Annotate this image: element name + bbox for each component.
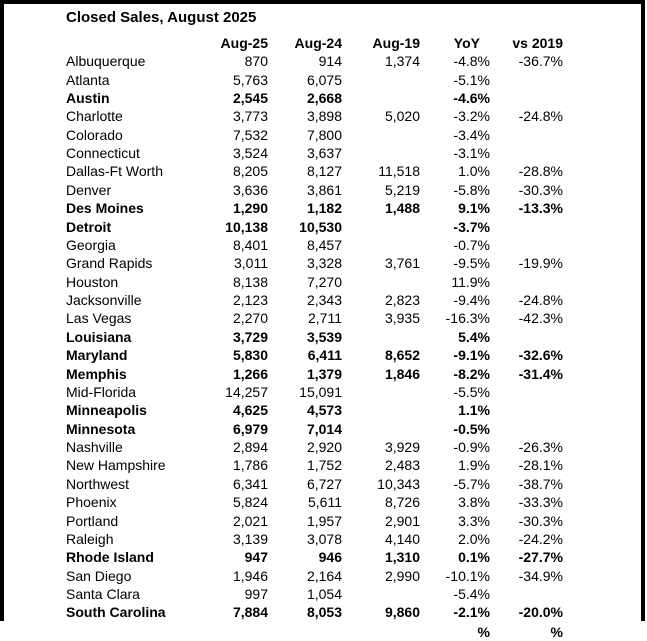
value-vs-2019: -42.3% — [518, 310, 563, 327]
value-vs-2019: -32.6% — [518, 347, 563, 364]
value-aug-19: 2,823 — [384, 292, 420, 309]
table-row — [66, 438, 563, 456]
table-row — [66, 585, 563, 603]
market-label: Rhode Island — [66, 549, 154, 566]
value-yoy: -0.9% — [453, 439, 490, 456]
value-aug-19: 3,929 — [384, 439, 420, 456]
value-vs-2019: -38.7% — [518, 475, 563, 492]
table-row — [66, 217, 563, 235]
value-aug-25: 1,290 — [232, 200, 268, 217]
value-aug-24: 1,054 — [306, 586, 342, 603]
value-yoy: -9.4% — [453, 292, 490, 309]
value-aug-25: 870 — [244, 53, 268, 70]
value-aug-25: 4,625 — [232, 402, 268, 419]
value-vs-2019: -28.8% — [518, 163, 563, 180]
header-aug-25: Aug-25 — [220, 35, 268, 52]
market-label: Grand Rapids — [66, 255, 153, 272]
value-aug-24: 2,343 — [306, 292, 342, 309]
value-vs-2019: -19.9% — [518, 255, 563, 272]
value-aug-25: 7,532 — [232, 126, 268, 143]
value-yoy: -3.2% — [453, 108, 490, 125]
value-aug-25: 3,139 — [232, 530, 268, 547]
value-vs-2019: -13.3% — [518, 200, 563, 217]
value-yoy: -4.8% — [453, 53, 490, 70]
value-aug-19: 2,901 — [384, 512, 420, 529]
value-aug-19: 1,488 — [384, 200, 420, 217]
table-row — [66, 401, 563, 419]
table-row — [66, 420, 563, 438]
value-aug-19: 2,990 — [384, 567, 420, 584]
header-vs-2019: vs 2019 — [512, 35, 563, 52]
frame-border-left — [0, 0, 4, 621]
value-aug-24: 8,127 — [306, 163, 342, 180]
value-aug-24: 5,611 — [308, 494, 342, 511]
value-aug-25: 947 — [244, 549, 268, 566]
value-aug-24: 1,752 — [306, 457, 342, 474]
table-title: Closed Sales, August 2025 — [66, 9, 257, 26]
value-aug-24: 3,861 — [306, 181, 342, 198]
market-label: San Diego — [66, 567, 132, 584]
market-label: Nashville — [66, 439, 123, 456]
table-header-row — [66, 34, 563, 52]
value-aug-24: 3,328 — [306, 255, 342, 272]
market-label: Las Vegas — [66, 310, 132, 327]
value-yoy: 3.3% — [458, 512, 490, 529]
value-aug-19: 8,652 — [384, 347, 420, 364]
value-yoy: -5.1% — [453, 71, 490, 88]
value-vs-2019: -36.7% — [518, 53, 563, 70]
table-row — [66, 603, 563, 621]
table-row — [66, 346, 563, 364]
value-aug-24: 7,014 — [306, 420, 342, 437]
value-yoy: 9.1% — [458, 200, 490, 217]
value-aug-24: 4,573 — [306, 402, 342, 419]
table-row — [66, 530, 563, 548]
table-row — [66, 107, 563, 125]
value-aug-24: 6,411 — [307, 347, 342, 364]
value-aug-25: 5,763 — [232, 71, 268, 88]
value-aug-25: 3,729 — [232, 328, 268, 345]
value-aug-19: 9,860 — [384, 604, 420, 621]
value-vs-2019: -28.1% — [518, 457, 563, 474]
value-aug-24: 2,668 — [306, 89, 342, 106]
table-row — [66, 548, 563, 566]
value-yoy: 0.1% — [458, 549, 490, 566]
value-yoy: -0.7% — [453, 236, 490, 253]
value-vs-2019: -24.8% — [518, 292, 563, 309]
market-label: Mid-Florida — [66, 383, 137, 400]
value-vs-2019: -24.8% — [518, 108, 563, 125]
market-label: Northwest — [66, 475, 130, 492]
table-row — [66, 254, 563, 272]
value-yoy: -3.4% — [453, 126, 490, 143]
value-aug-25: 5,824 — [232, 494, 268, 511]
value-aug-24: 3,078 — [306, 530, 342, 547]
value-aug-19: 4,140 — [384, 530, 420, 547]
value-vs-2019: -30.3% — [518, 181, 563, 198]
table-row — [66, 291, 563, 309]
market-label: Austin — [66, 89, 110, 106]
table-row — [66, 456, 563, 474]
value-aug-24: 7,270 — [306, 273, 342, 290]
value-aug-25: 14,257 — [225, 383, 268, 400]
value-aug-19: 1,310 — [384, 549, 420, 566]
market-label: Minneapolis — [66, 402, 147, 419]
market-label: Jacksonville — [66, 292, 142, 309]
value-vs-2019: -20.0% — [518, 604, 563, 621]
value-vs-2019: -24.2% — [518, 530, 563, 547]
value-yoy: -3.1% — [453, 145, 490, 162]
table-row — [66, 567, 563, 585]
value-aug-24: 3,539 — [306, 328, 342, 345]
value-aug-25: 2,270 — [232, 310, 268, 327]
value-yoy: -5.7% — [453, 475, 490, 492]
value-aug-24: 946 — [318, 549, 342, 566]
market-label: Des Moines — [66, 200, 144, 217]
value-yoy: -5.4% — [453, 586, 490, 603]
value-vs-2019: % — [550, 624, 563, 641]
value-aug-19: 3,935 — [384, 310, 420, 327]
table-row — [66, 199, 563, 217]
value-aug-25: 3,011 — [234, 255, 268, 272]
value-vs-2019: -30.3% — [518, 512, 563, 529]
value-aug-19: 1,374 — [384, 53, 420, 70]
table-row — [66, 383, 563, 401]
value-aug-19: 8,726 — [384, 494, 420, 511]
value-vs-2019: -34.9% — [518, 567, 563, 584]
value-yoy: % — [477, 624, 490, 641]
value-aug-25: 3,524 — [232, 145, 268, 162]
value-aug-24: 8,053 — [306, 604, 342, 621]
value-yoy: -0.5% — [453, 420, 490, 437]
market-label: Colorado — [66, 126, 123, 143]
value-aug-25: 997 — [244, 586, 268, 603]
market-label: Minnesota — [66, 420, 136, 437]
value-yoy: 11.9% — [451, 273, 490, 290]
value-aug-24: 1,957 — [306, 512, 342, 529]
market-label: Maryland — [66, 347, 128, 364]
value-yoy: 1.9% — [458, 457, 490, 474]
value-aug-24: 3,898 — [306, 108, 342, 125]
market-label: New Hampshire — [66, 457, 166, 474]
table-row — [66, 126, 563, 144]
value-aug-25: 6,979 — [232, 420, 268, 437]
value-aug-24: 1,379 — [306, 365, 342, 382]
market-label: Portland — [66, 512, 119, 529]
value-yoy: 3.8% — [458, 494, 490, 511]
value-aug-24: 2,164 — [306, 567, 342, 584]
value-yoy: -5.5% — [453, 383, 490, 400]
market-label: South Carolina — [66, 604, 166, 621]
market-label: Phoenix — [66, 494, 117, 511]
table-row — [66, 328, 563, 346]
value-aug-24: 914 — [318, 53, 342, 70]
value-aug-25: 6,341 — [232, 475, 268, 492]
value-yoy: -4.6% — [453, 89, 490, 106]
value-vs-2019: -27.7% — [518, 549, 563, 566]
frame-border-right — [641, 0, 645, 621]
table-row — [66, 493, 563, 511]
market-label: Raleigh — [66, 530, 114, 547]
market-label: Georgia — [66, 236, 116, 253]
value-aug-25: 1,786 — [232, 457, 268, 474]
value-aug-25: 2,545 — [232, 89, 268, 106]
value-aug-25: 8,138 — [232, 273, 268, 290]
value-vs-2019: -31.4% — [518, 365, 563, 382]
table-row — [66, 70, 563, 88]
table-row — [66, 511, 563, 529]
market-label: Connecticut — [66, 145, 140, 162]
value-aug-19: 2,483 — [384, 457, 420, 474]
value-aug-25: 10,138 — [225, 218, 268, 235]
value-aug-19: 3,761 — [384, 255, 420, 272]
value-yoy: -9.5% — [453, 255, 490, 272]
table-row — [66, 236, 563, 254]
value-aug-25: 8,205 — [232, 163, 268, 180]
cutoff-partial-row — [66, 623, 563, 641]
value-aug-24: 3,637 — [306, 145, 342, 162]
value-yoy: -9.1% — [453, 347, 490, 364]
table-row — [66, 623, 563, 641]
header-aug-24: Aug-24 — [294, 35, 342, 52]
market-label: Detroit — [66, 218, 112, 235]
value-aug-24: 8,457 — [306, 236, 342, 253]
value-yoy: -8.2% — [453, 365, 490, 382]
market-label: Dallas-Ft Worth — [66, 163, 163, 180]
value-aug-24: 7,800 — [306, 126, 342, 143]
value-yoy: 2.0% — [458, 530, 490, 547]
frame-border-top — [0, 0, 645, 4]
value-aug-24: 1,182 — [306, 200, 342, 217]
table-row — [66, 144, 563, 162]
value-aug-25: 2,021 — [232, 512, 268, 529]
market-label: Albuquerque — [66, 53, 146, 70]
table-row — [66, 52, 563, 70]
table-row — [66, 364, 563, 382]
value-aug-19: 5,219 — [384, 181, 420, 198]
table-row — [66, 162, 563, 180]
value-aug-25: 1,946 — [232, 567, 268, 584]
value-yoy: 1.1% — [458, 402, 490, 419]
value-aug-24: 6,075 — [306, 71, 342, 88]
table-row — [66, 273, 563, 291]
market-label: Santa Clara — [66, 586, 140, 603]
value-yoy: -5.8% — [453, 181, 490, 198]
table-row — [66, 181, 563, 199]
value-vs-2019: -26.3% — [518, 439, 563, 456]
market-label: Atlanta — [66, 71, 110, 88]
table-row — [66, 475, 563, 493]
value-aug-25: 2,894 — [232, 439, 268, 456]
value-aug-24: 2,920 — [306, 439, 342, 456]
value-aug-25: 8,401 — [232, 236, 268, 253]
value-aug-25: 5,830 — [232, 347, 268, 364]
value-yoy: -16.3% — [445, 310, 490, 327]
market-label: Denver — [66, 181, 112, 198]
header-aug-19: Aug-19 — [372, 35, 420, 52]
value-yoy: 5.4% — [458, 328, 490, 345]
value-aug-24: 10,530 — [299, 218, 342, 235]
header-yoy: YoY — [453, 35, 480, 52]
value-yoy: -2.1% — [453, 604, 490, 621]
value-aug-25: 3,773 — [232, 108, 268, 125]
value-aug-19: 1,846 — [384, 365, 420, 382]
value-aug-25: 2,123 — [232, 292, 268, 309]
value-aug-24: 15,091 — [299, 383, 342, 400]
market-label: Louisiana — [66, 328, 132, 345]
market-label: Memphis — [66, 365, 127, 382]
value-aug-24: 6,727 — [306, 475, 342, 492]
value-aug-25: 7,884 — [232, 604, 268, 621]
value-vs-2019: -33.3% — [518, 494, 563, 511]
value-yoy: -3.7% — [453, 218, 490, 235]
value-aug-19: 10,343 — [377, 475, 420, 492]
table-row — [66, 89, 563, 107]
value-aug-24: 2,711 — [308, 310, 342, 327]
table-row — [66, 309, 563, 327]
value-yoy: -10.1% — [445, 567, 490, 584]
market-label: Charlotte — [66, 108, 123, 125]
value-aug-19: 5,020 — [384, 108, 420, 125]
market-label: Houston — [66, 273, 119, 290]
value-yoy: 1.0% — [458, 163, 490, 180]
table-body — [66, 52, 563, 622]
value-aug-25: 3,636 — [232, 181, 268, 198]
value-aug-19: 11,518 — [378, 163, 420, 180]
value-aug-25: 1,266 — [232, 365, 268, 382]
